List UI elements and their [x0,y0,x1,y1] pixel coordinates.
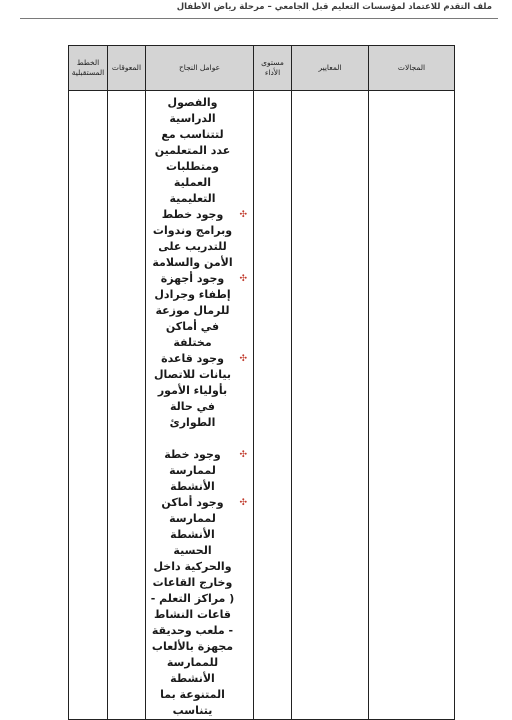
cell-standards [292,91,369,720]
list-item: ✣ وجود خطة لممارسة الأنشطة [164,448,247,493]
cell-obstacles [108,91,146,720]
header-rule [20,18,498,19]
bullet-star-icon: ✣ [239,450,247,460]
bullet-star-icon: ✣ [239,354,247,364]
table-header-row [69,46,455,91]
table-row [69,91,455,720]
col-header-success-factors: عوامل النجاح [146,46,254,91]
cell-domains [369,91,455,720]
cell-future-plans [69,91,108,720]
page-header: ملف التقدم للاعتماد لمؤسسات التعليم قبل الجامعي – مرحلة رياض الأطفال [176,2,492,12]
list-item: ✣ وجود خطط وبرامج وندوات للتدريب على الأمن والسلامة [152,208,247,269]
col-header-domains: المجالات [369,46,455,91]
col-header-future-plans: الخطط المستقبلية [69,46,108,91]
list-item: ( مراكز التعلم - قاعات النشاط - ملعب وحديقة مجهزة بالألعاب للممارسة الأنشطة المتنوعة بما يتناسب [150,592,235,717]
cell-performance-level [254,91,292,720]
col-header-performance-level: مستوى الأداء [254,46,292,91]
list-item: ✣ وجود أماكن لممارسة الأنشطة الحسية والحركية داخل وخارج القاعات [152,496,247,589]
bullet-star-icon: ✣ [239,274,247,284]
bullet-star-icon: ✣ [239,498,247,508]
list-item: ✣ وجود قاعدة بيانات للاتصال بأولياء الأمور في حالة الطوارئ [153,352,247,429]
bullet-star-icon: ✣ [239,210,247,220]
list-item: والفصول الدراسية لتتناسب مع عدد المتعلمين ومتطلبات العملية التعليمية [154,96,231,205]
col-header-standards: المعايير [292,46,369,91]
col-header-obstacles: المعوقات [108,46,146,91]
cell-success-factors [146,91,254,720]
evaluation-table [68,45,455,720]
list-item: ✣ وجود أجهزة إطفاء وجرادل للرمال موزعة في أماكن مختلفة [154,272,247,349]
